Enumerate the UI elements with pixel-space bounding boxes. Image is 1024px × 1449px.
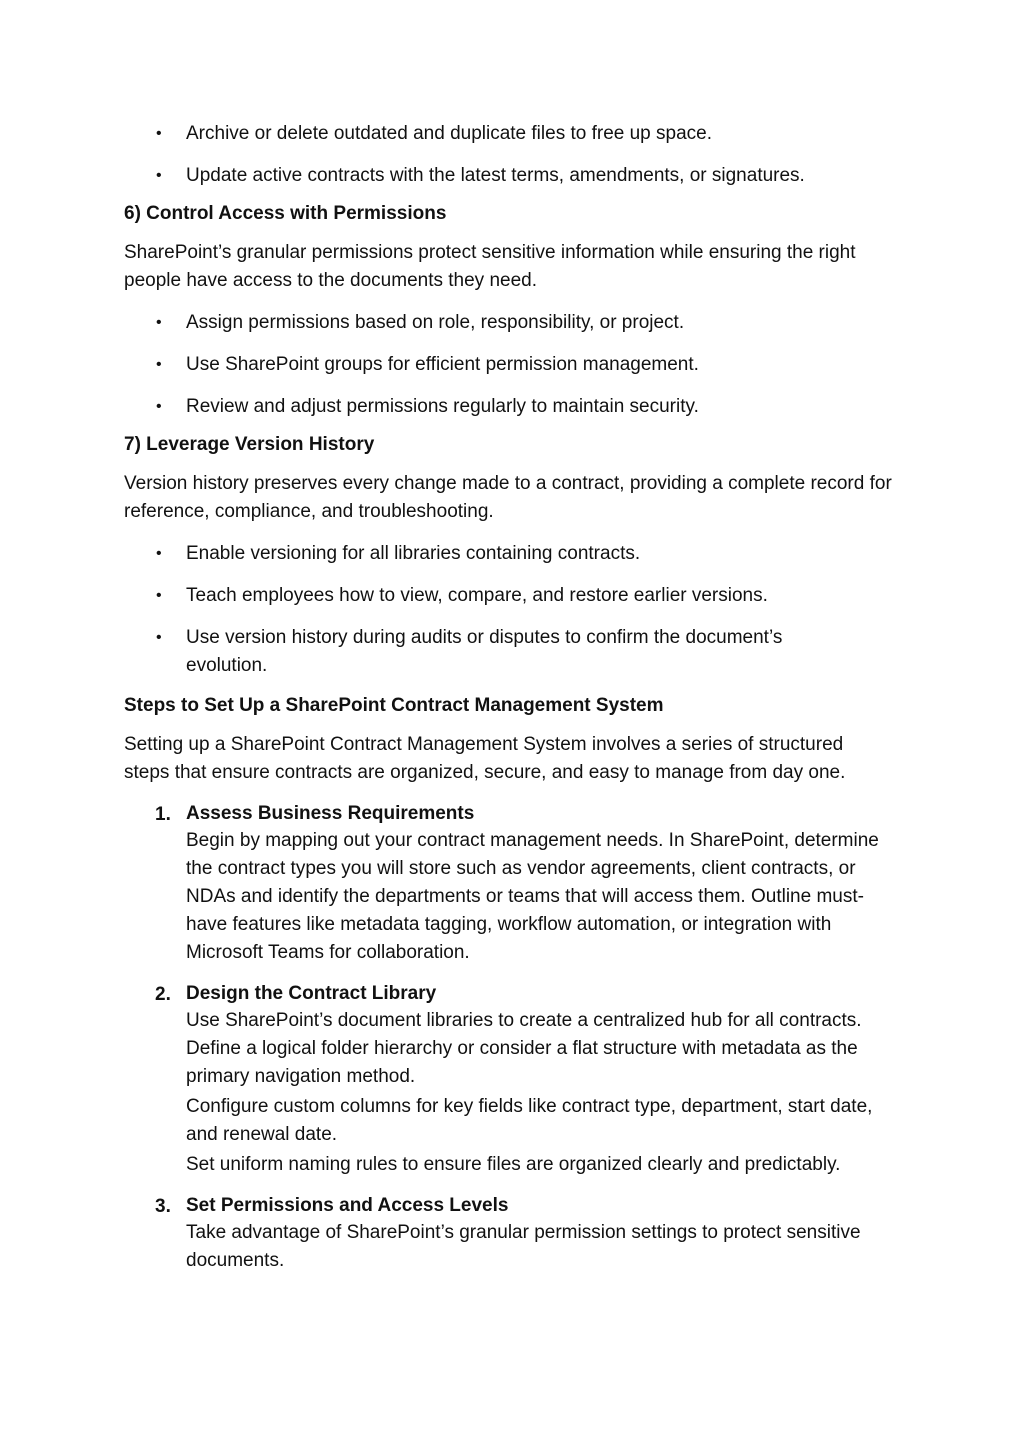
step-item-3 [124, 1193, 904, 1275]
top-bullet-list [124, 120, 904, 190]
step-item-1 [124, 801, 904, 967]
step-number: 2. [155, 984, 171, 1005]
list-item: • Update active contracts with the latest terms, amendments, or signatures. [124, 162, 904, 190]
steps-numbered-list [124, 801, 904, 1275]
steps-heading: Steps to Set Up a SharePoint Contract Management System [124, 695, 664, 716]
list-item: • Enable versioning for all libraries containing contracts. [124, 540, 904, 568]
list-item: • Use SharePoint groups for efficient permission management. [124, 351, 904, 379]
step-number: 1. [155, 804, 171, 825]
list-item: • Archive or delete outdated and duplicate files to free up space. [124, 120, 904, 148]
step-title: Assess Business Requirements [186, 803, 475, 824]
step-title: Set Permissions and Access Levels [186, 1195, 509, 1216]
step-body: Configure custom columns for key fields like contract type, department, start date, and renewal date. [186, 1096, 873, 1145]
step-body: Take advantage of SharePoint’s granular permission settings to protect sensitive documents. [186, 1222, 861, 1271]
list-item: • Assign permissions based on role, responsibility, or project. [124, 309, 904, 337]
list-item: • Use version history during audits or disputes to confirm the document’s evolution. [124, 624, 904, 680]
step-item-2 [124, 981, 904, 1179]
list-item: • Teach employees how to view, compare, and restore earlier versions. [124, 582, 904, 610]
step-body: Begin by mapping out your contract management needs. In SharePoint, determine the contract types you will store such as vendor agreements, client contracts, or NDAs and identify the departments or teams that will access them. Outline must-have features like metadata tagging, workflow automation, or integration with Microsoft Teams for collaboration. [186, 830, 879, 963]
step-number: 3. [155, 1196, 171, 1217]
section-7-bullet-list [124, 540, 904, 680]
section-6-heading: 6) Control Access with Permissions [124, 203, 447, 224]
step-body: Set uniform naming rules to ensure files are organized clearly and predictably. [186, 1154, 841, 1175]
step-title: Design the Contract Library [186, 983, 437, 1004]
steps-intro: Setting up a SharePoint Contract Management System involves a series of structured steps that ensure contracts are organized, secure, and easy to manage from day one. [124, 734, 846, 783]
step-body: Use SharePoint’s document libraries to create a centralized hub for all contracts. Define a logical folder hierarchy or consider a flat structure with metadata as the primary navigation method. [186, 1010, 862, 1087]
section-7-intro: Version history preserves every change made to a contract, providing a complete record for reference, compliance, and troubleshooting. [124, 473, 892, 522]
section-6-bullet-list [124, 309, 904, 421]
section-6-intro: SharePoint’s granular permissions protect sensitive information while ensuring the right people have access to the documents they need. [124, 242, 856, 291]
list-item: • Review and adjust permissions regularly to maintain security. [124, 393, 904, 421]
document-page [124, 120, 904, 1289]
section-7-heading: 7) Leverage Version History [124, 434, 375, 455]
